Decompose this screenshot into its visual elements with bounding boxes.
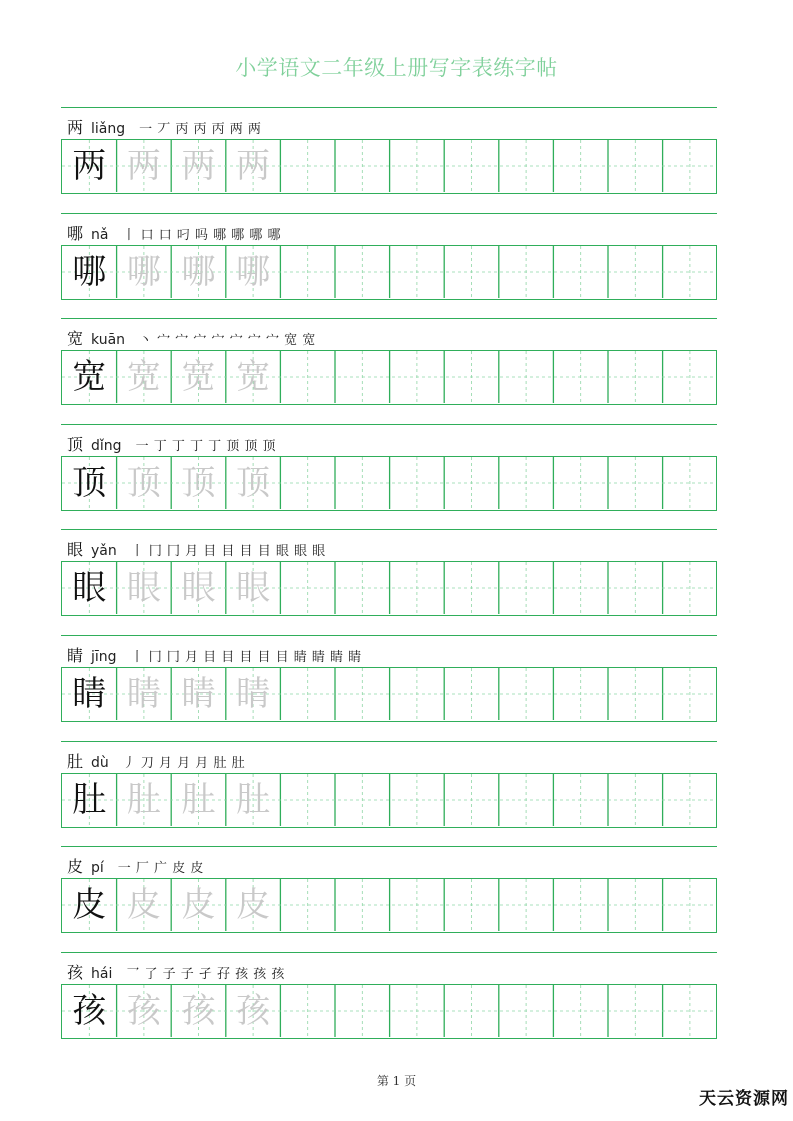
- model-character: 眼: [72, 568, 107, 609]
- pinyin: kuān: [91, 332, 126, 349]
- stroke-order: 丶 宀 宀 宀 宀 宀 宀 宀 宽 宽: [139, 333, 316, 349]
- pinyin: dǐng: [91, 437, 122, 454]
- model-character: 孩: [72, 990, 107, 1031]
- trace-character: 哪: [126, 251, 161, 292]
- character-label: 两: [67, 118, 84, 137]
- pinyin: liǎng: [91, 121, 126, 137]
- stroke-order: 一 丆 丙 丙 丙 两 两: [139, 122, 262, 137]
- trace-character: 孩: [126, 990, 161, 1031]
- writing-grid: [61, 456, 717, 511]
- stroke-order: 丨 口 口 叼 吗 哪 哪 哪 哪: [122, 227, 282, 243]
- row-divider: [61, 424, 717, 425]
- pinyin: hái: [91, 965, 113, 982]
- character-info: [67, 749, 245, 771]
- trace-character: 眼: [236, 568, 271, 609]
- trace-character: 皮: [181, 885, 216, 926]
- row-divider: [61, 741, 717, 742]
- stroke-order: 乛 了 子 子 孑 孖 孩 孩 孩: [126, 966, 285, 982]
- trace-character: 宽: [181, 357, 216, 398]
- stroke-order: 一 丁 丁 丁 丁 顶 顶 顶: [135, 438, 276, 454]
- trace-character: 皮: [126, 885, 161, 926]
- pinyin: nǎ: [91, 226, 109, 243]
- trace-character: 眼: [126, 568, 161, 609]
- trace-character: 睛: [126, 674, 161, 714]
- trace-character: 顶: [181, 462, 216, 503]
- character-label: 肚: [67, 751, 84, 771]
- character-info: [67, 326, 316, 348]
- character-label: 顶: [67, 434, 84, 454]
- row-divider: [61, 635, 717, 636]
- character-label: 孩: [67, 962, 84, 982]
- trace-character: 两: [236, 146, 271, 186]
- character-label: 眼: [67, 540, 84, 560]
- trace-character: 孩: [236, 990, 271, 1031]
- trace-character: 肚: [126, 779, 161, 820]
- row-divider: [61, 529, 717, 530]
- character-label: 哪: [67, 223, 84, 243]
- stroke-order: 丨 冂 冂 月 目 目 目 目 目 睛 睛 睛 睛: [130, 650, 362, 665]
- character-label: 睛: [67, 646, 84, 665]
- stroke-order: 一 厂 广 皮 皮: [117, 861, 204, 877]
- pinyin: yǎn: [91, 543, 117, 560]
- character-info: [67, 537, 326, 559]
- row-divider: [61, 213, 717, 214]
- trace-character: 肚: [181, 779, 216, 820]
- trace-character: 两: [181, 146, 216, 186]
- trace-character: 哪: [181, 251, 216, 292]
- character-info: [67, 432, 276, 454]
- watermark-logo: 天云资源网: [699, 1089, 789, 1109]
- trace-character: 顶: [236, 462, 271, 503]
- stroke-order: 丨 冂 冂 月 目 目 目 目 眼 眼 眼: [130, 544, 326, 560]
- trace-character: 宽: [236, 357, 271, 398]
- writing-grid: [61, 984, 717, 1039]
- page-number: 第 1 页: [376, 1074, 417, 1088]
- writing-grid: [61, 561, 717, 616]
- row-divider: [61, 107, 717, 108]
- character-label: 宽: [67, 329, 84, 349]
- writing-grid: [61, 667, 717, 722]
- pinyin: dù: [91, 754, 109, 771]
- page-title: 小学语文二年级上册写字表练字帖: [235, 56, 558, 80]
- trace-character: 皮: [236, 885, 271, 926]
- pinyin: jīng: [91, 649, 117, 665]
- character-info: [67, 221, 281, 243]
- writing-grid: [61, 878, 717, 933]
- pinyin: pí: [91, 860, 104, 877]
- model-character: 肚: [72, 779, 107, 820]
- row-divider: [61, 846, 717, 847]
- writing-grid: [61, 245, 717, 300]
- model-character: 皮: [72, 885, 107, 926]
- row-divider: [61, 952, 717, 953]
- trace-character: 孩: [181, 990, 216, 1031]
- trace-character: 睛: [236, 674, 271, 714]
- character-info: [67, 854, 204, 876]
- stroke-order: 丿 刀 月 月 月 肚 肚: [122, 755, 246, 771]
- trace-character: 眼: [181, 568, 216, 609]
- character-info: [67, 643, 362, 665]
- writing-grid: [61, 773, 717, 828]
- writing-grid: [61, 139, 717, 194]
- model-character: 宽: [72, 357, 107, 398]
- character-label: 皮: [67, 857, 84, 877]
- trace-character: 睛: [181, 674, 216, 714]
- trace-character: 宽: [126, 357, 161, 398]
- model-character: 哪: [72, 251, 107, 292]
- character-info: [67, 115, 261, 137]
- trace-character: 顶: [126, 462, 161, 503]
- model-character: 睛: [72, 674, 107, 714]
- writing-grid: [61, 350, 717, 405]
- model-character: 两: [72, 146, 107, 186]
- trace-character: 两: [126, 146, 161, 186]
- character-info: [67, 960, 285, 982]
- trace-character: 肚: [236, 779, 271, 820]
- model-character: 顶: [72, 462, 107, 503]
- trace-character: 哪: [236, 251, 271, 292]
- row-divider: [61, 318, 717, 319]
